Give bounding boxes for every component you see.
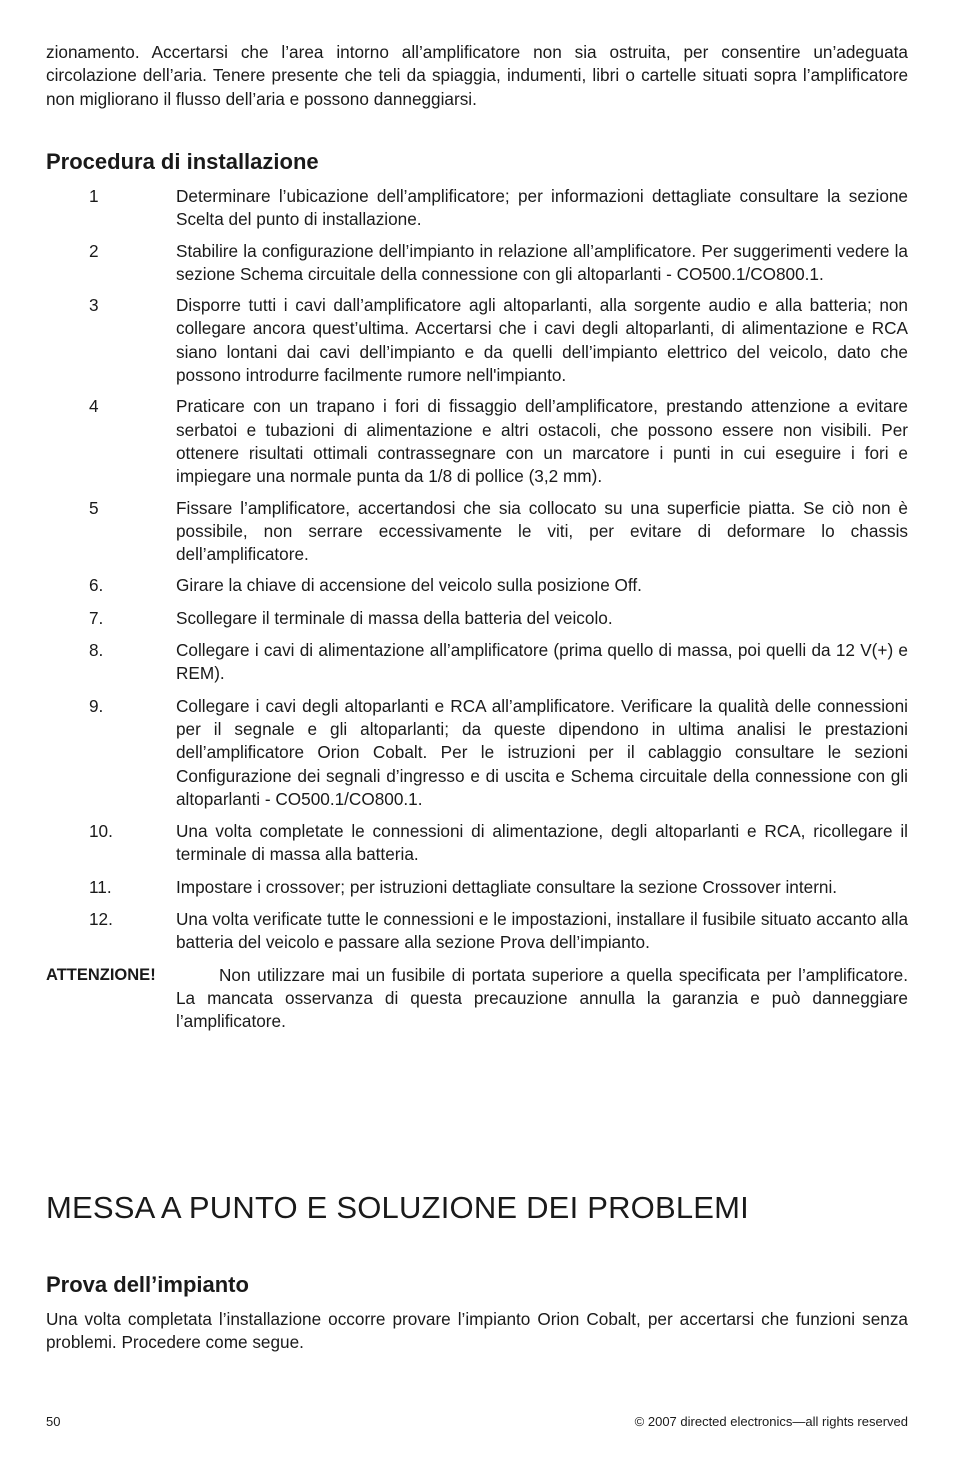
step-number: 2 <box>89 240 99 261</box>
step-text: Una volta completate le connessioni di alimentazione, degli altoparlanti e RCA, ricollegare il terminale di massa alla batteria. <box>176 821 908 865</box>
procedure-steps <box>46 185 908 1034</box>
step-number: 5 <box>89 497 99 518</box>
step-text: Una volta verificate tutte le connessioni e le impostazioni, installare il fusibile situato accanto alla batteria del veicolo e passare alla sezione Prova dell’impianto. <box>176 909 908 953</box>
page-number: 50 <box>46 1414 61 1429</box>
procedure-heading: Procedura di installazione <box>46 149 319 174</box>
step-item <box>46 395 908 488</box>
warning-label: ATTENZIONE! <box>46 965 156 984</box>
step-item <box>46 294 908 387</box>
step-text: Fissare l’amplificatore, accertandosi che sia collocato su una superficie piatta. Se ciò non è possibile, non serrare eccessivamente le viti, per evitare di deformare lo chassis dell’amplificatore. <box>176 497 908 565</box>
step-item <box>46 908 908 955</box>
step-text: Stabilire la configurazione dell’impianto in relazione all’amplificatore. Per suggerimenti vedere la sezione Schema circuitale della connessione con gli altoparlanti - CO500.1/CO800.1. <box>176 240 908 284</box>
step-item <box>46 820 908 867</box>
step-text: Praticare con un trapano i fori di fissaggio dell’amplificatore, prestando attenzione a evitare serbatoi e tubazioni di alimentazione e altri ostacoli, che possono essere non visibili. Per ottenere risultati ottimali contrassegnare con un marcatore i punti in cui eseguire i fori e impiegare una normale punta da 1/8 di pollice (3,2 mm). <box>176 396 908 487</box>
step-number: 3 <box>89 295 99 316</box>
step-item <box>46 876 908 899</box>
step-number: 10. <box>89 821 113 842</box>
warning-text: Non utilizzare mai un fusibile di portata superiore a quella specificata per l’amplificatore. La mancata osservanza di questa precauzione annulla la garanzia e può danneggiare l’amplificatore. <box>176 964 908 1032</box>
test-heading: Prova dell’impianto <box>46 1272 249 1297</box>
step-item <box>46 639 908 686</box>
step-item <box>46 185 908 232</box>
step-text: Scollegare il terminale di massa della batteria del veicolo. <box>176 607 613 628</box>
step-number: 1 <box>89 186 99 206</box>
copyright: © 2007 directed electronics—all rights reserved <box>634 1414 908 1429</box>
step-number: 4 <box>89 396 99 417</box>
step-item <box>46 497 908 567</box>
step-text: Impostare i crossover; per istruzioni dettagliate consultare la sezione Crossover interni. <box>176 876 838 897</box>
step-number: 11. <box>89 876 112 897</box>
step-number: 12. <box>89 909 113 930</box>
intro-paragraph: zionamento. Accertarsi che l’area intorno all’amplificatore non sia ostruita, per consentire un’adeguata circolazione dell’aria. Tenere presente che teli da spiaggia, indumenti, libri o cartelle situati sopra l’amplificatore non migliorano il flusso dell’aria e possono danneggiarsi. <box>46 42 908 109</box>
section-title: MESSA A PUNTO E SOLUZIONE DEI PROBLEMI <box>46 1190 749 1225</box>
step-item <box>46 574 908 597</box>
step-text: Collegare i cavi degli altoparlanti e RCA all’amplificatore. Verificare la qualità delle connessioni per il segnale e gli altoparlanti; da queste dipendono in ultima analisi le prestazioni dell’amplificatore Orion Cobalt. Per le istruzioni per il cablaggio consultare le sezioni Configurazione dei segnali d’ingresso e di uscita e Schema circuitale della connessione con gli altoparlanti - CO500.1/CO800.1. <box>176 695 908 809</box>
step-number: 6. <box>89 575 104 596</box>
step-text: Girare la chiave di accensione del veicolo sulla posizione Off. <box>176 575 642 596</box>
step-number: 7. <box>89 607 104 628</box>
step-number: 9. <box>89 695 104 716</box>
step-item <box>46 607 908 630</box>
page-body <box>46 40 908 1353</box>
step-item <box>46 695 908 811</box>
warning-note <box>46 964 908 1034</box>
page-footer <box>46 1414 908 1429</box>
step-number: 8. <box>89 640 104 661</box>
step-item <box>46 240 908 287</box>
step-text: Determinare l’ubicazione dell’amplificatore; per informazioni dettagliate consultare la sezione Scelta del punto di installazione. <box>176 186 908 230</box>
step-text: Disporre tutti i cavi dall’amplificatore agli altoparlanti, alla sorgente audio e alla batteria; non collegare ancora quest’ultima. Accertarsi che i cavi degli altoparlanti, di alimentazione e RCA siano lontani dai cavi dell’impianto e da quelli dell’impianto elettrico del veicolo, dato che possono introdurre facilmente rumore nell'impianto. <box>176 295 908 386</box>
step-text: Collegare i cavi di alimentazione all’amplificatore (prima quello di massa, poi quelli da 12 V(+) e REM). <box>176 640 908 684</box>
test-paragraph: Una volta completata l’installazione occorre provare l’impianto Orion Cobalt, per accertarsi che funzioni senza problemi. Procedere come segue. <box>46 1309 908 1353</box>
